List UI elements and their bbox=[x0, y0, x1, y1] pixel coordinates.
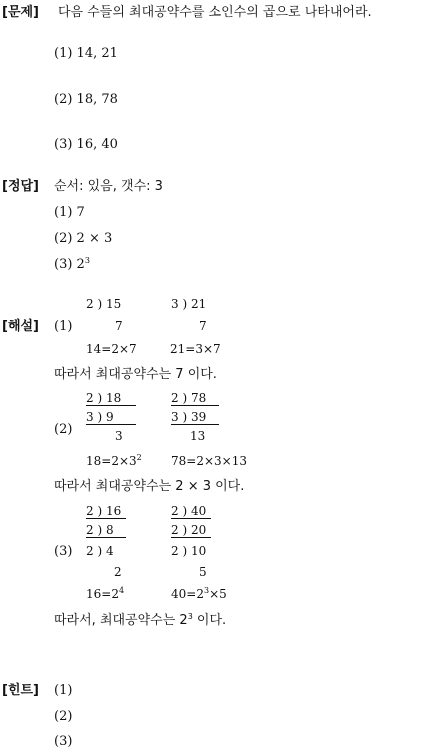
part2-a-equation: $18=2\times 3^2$ bbox=[86, 453, 142, 468]
part2-a-row3: 3 bbox=[115, 429, 123, 443]
answer-item-3: (3) $2^3$ bbox=[54, 256, 90, 272]
part2-b-row3: 13 bbox=[190, 429, 206, 443]
part3-b-row2: 2 ) 20 bbox=[171, 524, 211, 538]
part2-b-row1: 2 ) 78 bbox=[171, 392, 219, 406]
part3-b-row3: 2 ) 10 bbox=[171, 544, 207, 558]
problem-item-1: (1) 14, 21 bbox=[54, 46, 118, 61]
part2-b-equation: 78=2×3×13 bbox=[171, 454, 247, 468]
part3-b-row1: 2 ) 40 bbox=[171, 505, 211, 519]
hint-heading: [힌트] bbox=[2, 683, 39, 698]
part1-b-division: 3 ) 21 bbox=[171, 297, 207, 311]
part1-a-division: 2 ) 15 bbox=[86, 297, 122, 311]
hint-item-3: (3) bbox=[54, 734, 73, 749]
part2-conclusion: 따라서 최대공약수는 2 × 3 이다. bbox=[54, 479, 245, 494]
part1-a-equation: 14=2×7 bbox=[86, 342, 137, 356]
problem-item-2: (2) 18, 78 bbox=[54, 92, 118, 107]
hint-item-2: (2) bbox=[54, 709, 73, 724]
solution-part3-label: (3) bbox=[54, 544, 73, 559]
part3-b-equation: $40=2^3\times 5$ bbox=[171, 586, 227, 601]
solution-part2-label: (2) bbox=[54, 422, 73, 437]
answer-item-1: (1) 7 bbox=[54, 205, 85, 220]
part3-a-row3: 2 ) 4 bbox=[86, 544, 114, 558]
part3-a-equation: $16=2^4$ bbox=[86, 586, 125, 601]
part1-b-equation: 21=3×7 bbox=[170, 342, 221, 356]
part3-b-row4: 5 bbox=[199, 565, 207, 579]
part3-a-row2: 2 ) 8 bbox=[86, 524, 126, 538]
problem-heading: [문제] bbox=[2, 5, 39, 20]
part3-a-row4: 2 bbox=[114, 565, 122, 579]
part2-a-row1: 2 ) 18 bbox=[86, 392, 136, 406]
solution-heading: [해설] bbox=[2, 319, 39, 334]
part3-a-row1: 2 ) 16 bbox=[86, 505, 126, 519]
solution-part1-label: (1) bbox=[54, 319, 73, 334]
part3-conclusion: 따라서, 최대공약수는 $2^3$ 이다. bbox=[54, 612, 227, 628]
part1-conclusion: 따라서 최대공약수는 7 이다. bbox=[54, 367, 217, 382]
problem-item-3: (3) 16, 40 bbox=[54, 137, 118, 152]
part2-b-row2: 3 ) 39 bbox=[171, 411, 219, 425]
hint-item-1: (1) bbox=[54, 683, 73, 698]
part1-a-quotient: 7 bbox=[115, 319, 123, 333]
part2-a-row2: 3 ) 9 bbox=[86, 411, 136, 425]
part1-b-quotient: 7 bbox=[199, 319, 207, 333]
answer-heading: [정답] bbox=[2, 179, 39, 194]
answer-line: 순서: 있음, 갯수: 3 bbox=[54, 179, 163, 194]
problem-question: 다음 수들의 최대공약수를 소인수의 곱으로 나타내어라. bbox=[58, 5, 372, 20]
answer-item-2: (2) 2 × 3 bbox=[54, 231, 113, 246]
